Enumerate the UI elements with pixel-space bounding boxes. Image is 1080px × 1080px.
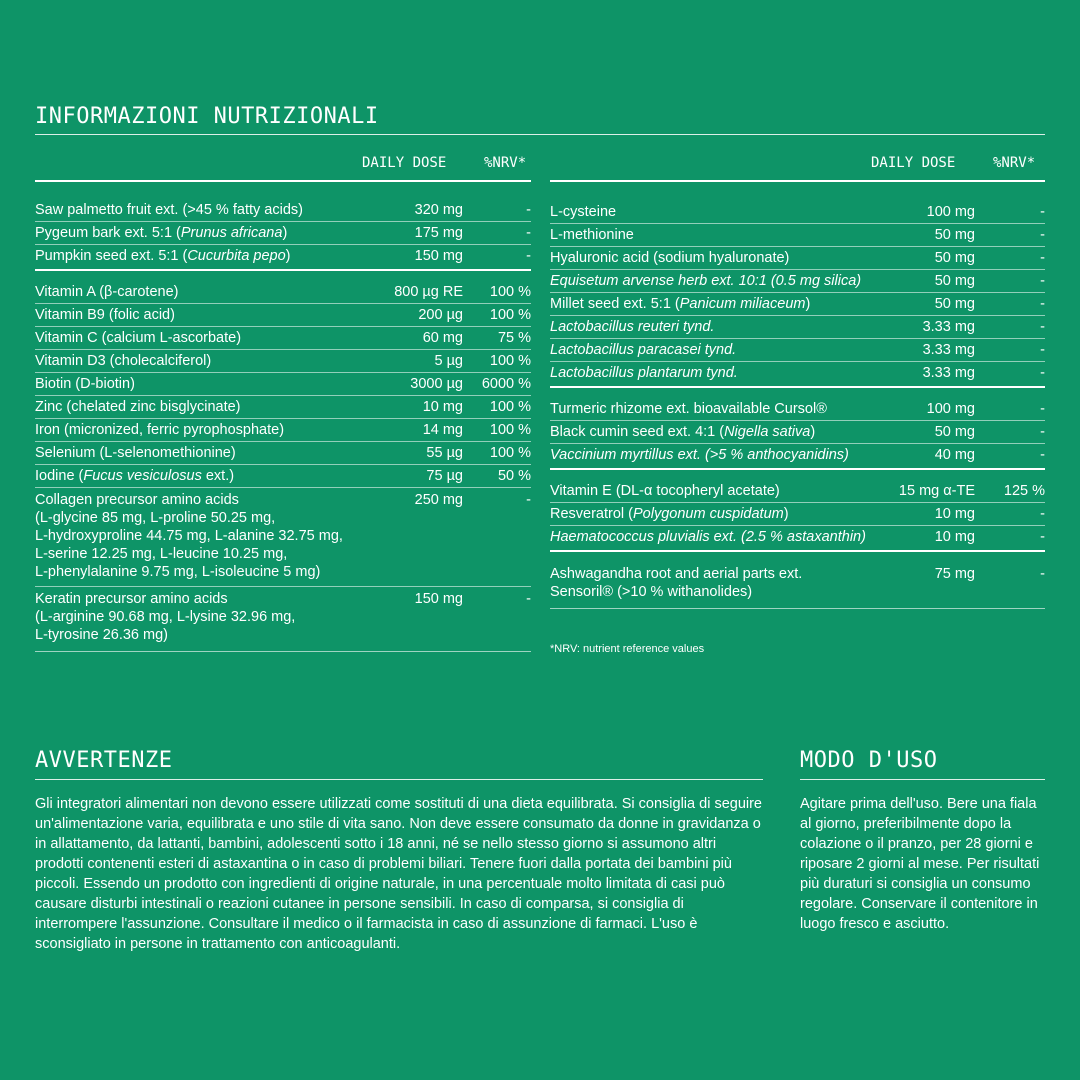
nutrient-nrv: 100 %	[489, 399, 531, 415]
nutrient-row	[35, 488, 531, 587]
nutrient-row	[35, 327, 531, 350]
nutrient-name	[550, 565, 880, 601]
nutrient-row	[550, 480, 1045, 503]
nutrient-name-text: Pygeum bark ext. 5:1 (	[35, 225, 181, 241]
nutrient-group	[550, 201, 1045, 388]
right-header-rule	[550, 180, 1045, 182]
nutrient-name	[35, 467, 373, 485]
nutrient-nrv: -	[1040, 529, 1045, 545]
nutrient-row	[550, 316, 1045, 339]
nutrient-name-text: L-cysteine	[550, 204, 617, 220]
nutrient-dose: 50 mg	[934, 227, 975, 243]
nutrient-name	[550, 364, 880, 382]
nutrient-dose: 75 mg	[934, 566, 975, 582]
left-daily-dose-header: DAILY DOSE	[362, 155, 447, 171]
nutrient-dose: 3.33 mg	[922, 319, 975, 335]
nutrient-row	[35, 419, 531, 442]
nutrient-nrv: -	[526, 492, 531, 508]
nutrient-name-text: Black cumin seed ext. 4:1 (	[550, 424, 725, 440]
nutrient-name	[35, 590, 373, 644]
nutrient-name	[550, 528, 880, 546]
nutrient-latin-name: Prunus africana	[180, 225, 283, 241]
nutrient-name-text: Vitamin B9 (folic acid)	[35, 307, 175, 323]
nutrient-group	[35, 281, 531, 652]
nutrient-dose: 10 mg	[422, 399, 463, 415]
nutrient-name-text: L-methionine	[550, 227, 634, 243]
nutrient-nrv: 100 %	[489, 422, 531, 438]
nutrient-row	[35, 304, 531, 327]
nutrient-dose: 320 mg	[414, 202, 463, 218]
nutrient-name	[35, 283, 373, 301]
nutrient-nrv: -	[526, 591, 531, 607]
nutrient-dose: 50 mg	[934, 250, 975, 266]
nutrient-latin-name: Equisetum arvense herb ext. 10:1 (0.5 mg silica)	[550, 273, 862, 289]
nutrient-dose: 40 mg	[934, 447, 975, 463]
nutrient-nrv: -	[526, 225, 531, 241]
usage-text: Agitare prima dell'uso. Bere una fiala al giorno, preferibilmente dopo la colazione o il pranzo, per 28 giorni e riposare 2 giorni al mese. Per risultati più duraturi si consiglia un consumo regolare. Conservare il contenitore in luogo fresco e asciutto.	[800, 796, 1040, 932]
nutrient-nrv: 6000 %	[481, 376, 531, 392]
nutrient-nrv: 100 %	[489, 307, 531, 323]
nutrient-nrv: -	[1040, 424, 1045, 440]
nutrient-dose: 5 µg	[434, 353, 463, 369]
nutrient-name	[35, 201, 373, 219]
nutrient-nrv: 75 %	[497, 330, 531, 346]
nutrient-latin-name: Fucus vesiculosus	[83, 468, 202, 484]
nutrient-dose: 100 mg	[926, 204, 975, 220]
nutrient-name	[35, 247, 373, 265]
left-nutrient-table	[35, 199, 531, 652]
nutrient-name-text: Vitamin A (β-carotene)	[35, 284, 179, 300]
nutrient-name-text: Biotin (D-biotin)	[35, 376, 135, 392]
nutrient-name	[550, 249, 880, 267]
nutrient-name	[550, 318, 880, 336]
nutrient-name-text: Iron (micronized, ferric pyrophosphate)	[35, 422, 285, 438]
nutrient-latin-name: Polygonum cuspidatum	[633, 506, 784, 522]
nutrient-nrv: -	[1040, 319, 1045, 335]
nutrient-group	[550, 398, 1045, 470]
nutrient-name-text: Vitamin D3 (cholecalciferol)	[35, 353, 212, 369]
nutrient-row	[550, 201, 1045, 224]
nutrient-group	[35, 199, 531, 271]
nutrient-name	[550, 226, 880, 244]
nutrition-title-rule	[35, 134, 1045, 135]
warnings-title-rule	[35, 779, 763, 780]
left-nrv-header: %NRV*	[484, 155, 527, 171]
nutrient-dose: 175 mg	[414, 225, 463, 241]
nutrient-dose: 75 µg	[426, 468, 463, 484]
nutrient-name-suffix: )	[783, 506, 789, 522]
nutrient-dose: 10 mg	[934, 506, 975, 522]
nutrient-nrv: 125 %	[1003, 483, 1045, 499]
nutrient-dose: 800 µg RE	[394, 284, 463, 300]
nutrient-row	[550, 421, 1045, 444]
nutrient-row	[550, 339, 1045, 362]
nutrient-row	[35, 199, 531, 222]
right-nrv-header: %NRV*	[993, 155, 1036, 171]
warnings-text: Gli integratori alimentari non devono essere utilizzati come sostituti di una dieta equilibrata. Si consiglia di seguire un'alimentazione varia, equilibrata e uno stile di vita sano. Non deve essere consumato da donne in gravidanza o in allattamento, da lattanti, bambini, adolescenti sotto i 18 anni, né se nello stesso giorno si assumono altri prodotti contenenti esteri di astaxantina o in caso di problemi biliari. Tenere fuori dalla portata dei bambini più piccoli. Essendo un prodotto con ingredienti di origine naturale, in una percentuale molto limitata di casi può causare disturbi intestinali o reazioni cutanee in persone sensibili. In caso di comparsa, si consiglia di interrompere l'assunzione. Consultare il medico o il farmacista in caso di assunzione di farmaci. L'uso è sconsigliato in persone in trattamento con anticoagulanti.	[35, 796, 762, 952]
nutrient-dose: 250 mg	[414, 492, 463, 508]
nutrient-name	[550, 295, 880, 313]
nutrient-name-text: Hyaluronic acid (sodium hyaluronate)	[550, 250, 790, 266]
nutrient-name-text: Vitamin C (calcium L-ascorbate)	[35, 330, 242, 346]
nutrient-nrv: -	[1040, 365, 1045, 381]
nutrient-group	[550, 562, 1045, 609]
nutrient-name-suffix: )	[810, 424, 816, 440]
nutrient-name	[550, 446, 880, 464]
nutrient-name	[550, 423, 880, 441]
nutrient-name-text: Selenium (L-selenomethionine)	[35, 445, 236, 461]
nutrient-row	[35, 350, 531, 373]
nutrient-nrv: -	[1040, 401, 1045, 417]
nutrient-nrv: 50 %	[497, 468, 531, 484]
nutrient-dose: 10 mg	[934, 529, 975, 545]
nutrient-latin-name: Lactobacillus paracasei tynd.	[550, 342, 737, 358]
nutrient-name	[35, 352, 373, 370]
nutrient-dose: 15 mg α-TE	[898, 483, 975, 499]
nutrient-name	[550, 400, 880, 418]
nutrient-dose: 50 mg	[934, 424, 975, 440]
right-daily-dose-header: DAILY DOSE	[871, 155, 956, 171]
nutrient-name-text: Zinc (chelated zinc bisglycinate)	[35, 399, 241, 415]
right-column-header	[550, 155, 1045, 175]
nutrient-dose: 3.33 mg	[922, 365, 975, 381]
nutrient-dose: 50 mg	[934, 296, 975, 312]
nutrient-name	[550, 505, 880, 523]
nutrient-latin-name: Haematococcus pluvialis ext. (2.5 % astaxanthin)	[550, 529, 866, 545]
nutrient-name	[550, 482, 880, 500]
nutrient-nrv: 100 %	[489, 445, 531, 461]
warnings-title: AVVERTENZE	[35, 748, 173, 773]
nutrient-name	[35, 421, 373, 439]
nutrient-row	[35, 396, 531, 419]
left-column-header	[35, 155, 531, 175]
nutrient-row	[550, 224, 1045, 247]
nutrient-nrv: -	[526, 248, 531, 264]
nutrient-row	[35, 222, 531, 245]
nutrient-dose: 55 µg	[426, 445, 463, 461]
nutrient-latin-name: Vaccinium myrtillus ext. (>5 % anthocyanidins)	[550, 447, 849, 463]
nutrient-name-text: Millet seed ext. 5:1 (	[550, 296, 680, 312]
nutrient-row	[35, 587, 531, 649]
nutrient-group	[550, 480, 1045, 552]
nutrition-title: INFORMAZIONI NUTRIZIONALI	[35, 104, 379, 129]
nutrient-nrv: -	[1040, 506, 1045, 522]
nutrient-row	[35, 465, 531, 488]
nutrient-latin-name: Lactobacillus plantarum tynd.	[550, 365, 738, 381]
nutrient-row	[550, 247, 1045, 270]
nutrient-nrv: -	[1040, 250, 1045, 266]
nutrient-row	[35, 281, 531, 304]
nutrient-name-suffix: ext.)	[201, 468, 235, 484]
nutrient-latin-name: Lactobacillus reuteri tynd.	[550, 319, 715, 335]
nutrient-latin-name: Panicum miliaceum	[679, 296, 806, 312]
nutrient-name-text: Saw palmetto fruit ext. (>45 % fatty acids)	[35, 202, 303, 218]
nutrient-name	[35, 224, 373, 242]
nutrient-dose: 150 mg	[414, 248, 463, 264]
nutrient-nrv: -	[1040, 273, 1045, 289]
nrv-footnote: *NRV: nutrient reference values	[550, 643, 705, 655]
usage-title-rule	[800, 779, 1045, 780]
nutrient-row	[550, 503, 1045, 526]
left-header-rule	[35, 180, 531, 182]
nutrient-dose: 200 µg	[418, 307, 463, 323]
nutrient-dose: 60 mg	[422, 330, 463, 346]
nutrient-name-suffix: )	[282, 225, 288, 241]
nutrient-row	[550, 270, 1045, 293]
nutrient-nrv: -	[1040, 227, 1045, 243]
nutrient-nrv: -	[1040, 447, 1045, 463]
nutrient-name	[35, 375, 373, 393]
nutrient-name-text: Vitamin E (DL-α tocopheryl acetate)	[550, 483, 780, 499]
nutrient-dose: 150 mg	[414, 591, 463, 607]
nutrient-name	[550, 203, 880, 221]
nutrient-nrv: 100 %	[489, 284, 531, 300]
nutrient-name-text: Pumpkin seed ext. 5:1 (	[35, 248, 188, 264]
nutrient-name-suffix: )	[805, 296, 811, 312]
nutrient-nrv: -	[526, 202, 531, 218]
nutrient-name-suffix: )	[285, 248, 291, 264]
nutrient-dose: 3.33 mg	[922, 342, 975, 358]
nutrient-row	[550, 562, 1045, 606]
nutrient-row	[550, 398, 1045, 421]
nutrient-row	[550, 526, 1045, 548]
nutrient-nrv: -	[1040, 204, 1045, 220]
nutrient-name	[550, 272, 880, 290]
nutrient-name-text: Iodine (	[35, 468, 84, 484]
nutrient-name	[35, 329, 373, 347]
nutrient-name-text: Keratin precursor amino acids (L-arginine 90.68 mg, L-lysine 32.96 mg, L-tyrosine 26.36 mg)	[35, 591, 296, 643]
nutrient-latin-name: Nigella sativa	[724, 424, 811, 440]
nutrient-row	[35, 373, 531, 396]
nutrient-dose: 14 mg	[422, 422, 463, 438]
nutrient-latin-name: Cucurbita pepo	[187, 248, 286, 264]
nutrient-name	[35, 398, 373, 416]
nutrient-row	[550, 362, 1045, 384]
nutrient-name-text: Turmeric rhizome ext. bioavailable Cursol®	[550, 401, 827, 417]
nutrient-nrv: -	[1040, 296, 1045, 312]
right-nutrient-table	[550, 201, 1045, 609]
nutrient-name	[35, 491, 373, 581]
nutrient-row	[35, 442, 531, 465]
nutrient-name-text: Resveratrol (	[550, 506, 633, 522]
usage-title: MODO D'USO	[800, 748, 938, 773]
nutrient-name-text: Collagen precursor amino acids (L-glycine 85 mg, L-proline 50.25 mg, L-hydroxyproline 44.75 mg, L-alanine 32.75 mg, L-serine 12.25 mg, L-leucine 10.25 mg, L-phenylalanine 9.75 mg, L-isoleucine 5 mg)	[35, 492, 343, 580]
nutrient-name	[35, 306, 373, 324]
nutrient-nrv: 100 %	[489, 353, 531, 369]
nutrient-row	[550, 293, 1045, 316]
nutrient-nrv: -	[1040, 566, 1045, 582]
nutrient-row	[550, 444, 1045, 466]
nutrient-dose: 100 mg	[926, 401, 975, 417]
nutrient-name	[550, 341, 880, 359]
nutrient-name	[35, 444, 373, 462]
nutrient-nrv: -	[1040, 342, 1045, 358]
nutrient-dose: 50 mg	[934, 273, 975, 289]
nutrient-name-text: Ashwagandha root and aerial parts ext. Sensoril® (>10 % withanolides)	[550, 566, 803, 600]
nutrient-row	[35, 245, 531, 267]
nutrient-dose: 3000 µg	[410, 376, 463, 392]
